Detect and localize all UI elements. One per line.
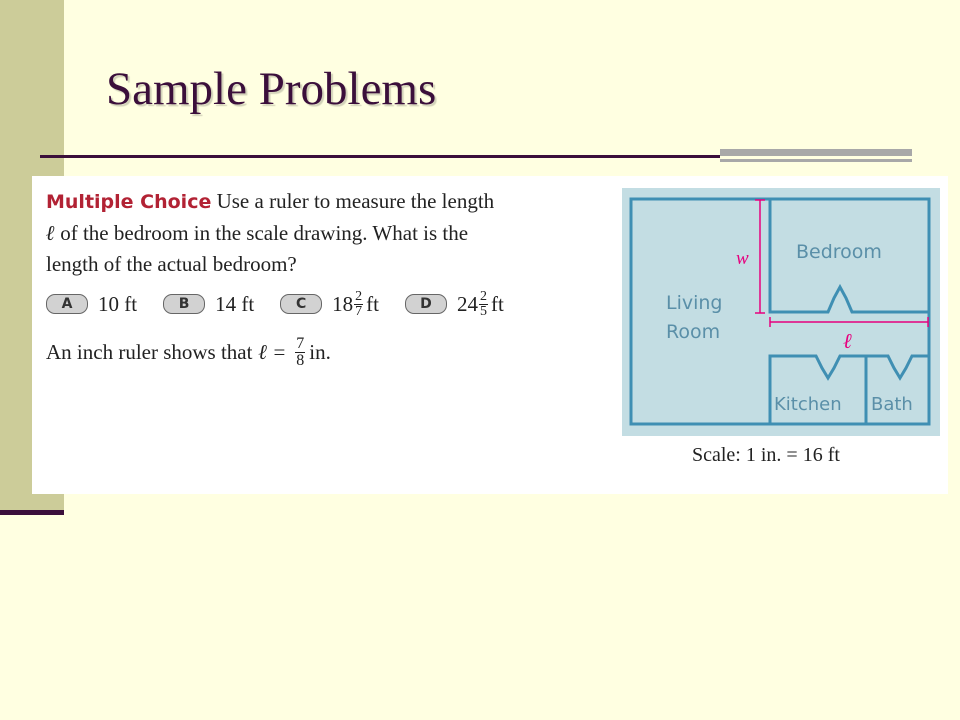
problem-statement [46, 186, 606, 280]
choice-c-whole: 18 [332, 291, 354, 316]
answer-numerator: 7 [296, 335, 305, 352]
living-room-label-2: Room [666, 321, 721, 343]
choice-d-unit: ft [490, 291, 504, 316]
choice-b [163, 292, 254, 317]
choice-c-numerator: 2 [355, 288, 363, 304]
choice-c-fraction [354, 290, 363, 319]
choice-b-badge: B [163, 294, 205, 314]
choice-d-whole: 24 [456, 291, 478, 316]
answer-prefix: An inch ruler shows that [46, 340, 253, 364]
choice-d [405, 290, 504, 319]
answer-fraction [295, 336, 305, 369]
bedroom-label: Bedroom [796, 241, 882, 263]
length-symbol: ℓ [46, 221, 55, 245]
choice-c-unit: ft [366, 291, 379, 316]
choice-a-badge: A [46, 294, 88, 314]
scale-caption: Scale: 1 in. = 16 ft [692, 444, 840, 466]
answer-denominator: 8 [296, 352, 305, 369]
choice-d-fraction [479, 290, 488, 319]
choice-d-numerator: 2 [479, 288, 487, 304]
answer-statement [46, 336, 331, 369]
floor-plan-diagram [622, 188, 940, 436]
title-divider-accent-thin [720, 159, 912, 162]
living-room-label-1: Living [666, 292, 723, 314]
choice-c [280, 290, 379, 319]
choice-a-value: 10 ft [98, 291, 138, 316]
title-divider-accent [720, 149, 912, 156]
choice-d-denominator: 5 [479, 303, 487, 319]
slide-title: Sample Problems [106, 63, 437, 115]
problem-text-2: of the bedroom in the scale drawing. What is the [60, 221, 469, 245]
choice-a [46, 292, 137, 317]
left-accent-bar-foot [0, 510, 64, 515]
answer-length-symbol: ℓ [258, 340, 268, 364]
choice-d-badge: D [405, 294, 447, 314]
choice-c-badge: C [280, 294, 322, 314]
multiple-choice-label: Multiple Choice [46, 191, 212, 213]
length-label: ℓ [843, 329, 852, 353]
answer-equals: = [273, 340, 286, 364]
problem-text-3: length of the actual bedroom? [46, 252, 297, 276]
kitchen-label: Kitchen [774, 394, 842, 415]
bath-label: Bath [871, 394, 913, 415]
problem-text-1: Use a ruler to measure the length [216, 189, 495, 213]
width-label: w [736, 248, 749, 269]
answer-unit: in. [309, 340, 331, 364]
choice-b-value: 14 ft [215, 291, 255, 316]
problem-image [32, 176, 948, 494]
title-divider [40, 155, 720, 158]
answer-choices [46, 286, 530, 322]
choice-c-denominator: 7 [355, 303, 363, 319]
